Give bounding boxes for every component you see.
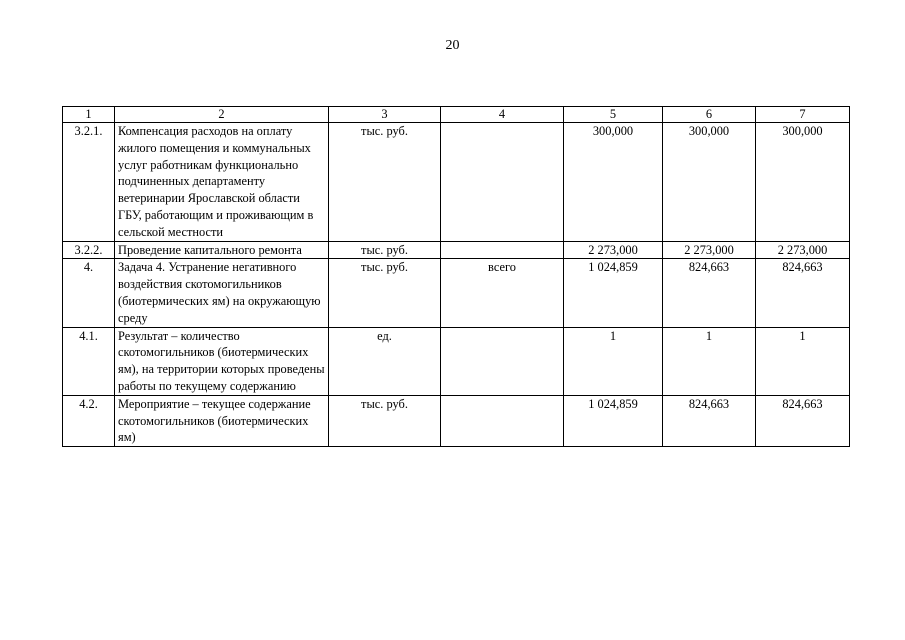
row-number: 4.: [63, 259, 115, 327]
row-source: [441, 395, 564, 446]
row-value-7: 824,663: [756, 395, 850, 446]
row-number: 4.1.: [63, 327, 115, 395]
row-value-6: 1: [663, 327, 756, 395]
table-row: [63, 395, 850, 446]
row-source: [441, 327, 564, 395]
row-unit: тыс. руб.: [329, 395, 441, 446]
page-number: 20: [445, 38, 460, 53]
column-header-2: 2: [115, 107, 329, 123]
column-header-7: 7: [756, 107, 850, 123]
row-unit: тыс. руб.: [329, 241, 441, 259]
row-number: 3.2.2.: [63, 241, 115, 259]
row-value-6: 300,000: [663, 123, 756, 242]
row-source: [441, 123, 564, 242]
row-value-7: 1: [756, 327, 850, 395]
row-name: Результат – количество скотомогильников (биотермических ям), на территории которых проведены работы по текущему содержанию: [115, 327, 329, 395]
row-value-5: 1 024,859: [564, 259, 663, 327]
row-value-7: 2 273,000: [756, 241, 850, 259]
table-row: [63, 327, 850, 395]
column-header-4: 4: [441, 107, 564, 123]
row-value-5: 1: [564, 327, 663, 395]
column-header-3: 3: [329, 107, 441, 123]
row-unit: тыс. руб.: [329, 123, 441, 242]
row-source: всего: [441, 259, 564, 327]
row-value-6: 824,663: [663, 395, 756, 446]
row-name: Проведение капитального ремонта: [115, 241, 329, 259]
row-value-7: 300,000: [756, 123, 850, 242]
column-header-1: 1: [63, 107, 115, 123]
row-value-5: 1 024,859: [564, 395, 663, 446]
column-header-6: 6: [663, 107, 756, 123]
row-source: [441, 241, 564, 259]
row-value-6: 824,663: [663, 259, 756, 327]
row-value-6: 2 273,000: [663, 241, 756, 259]
row-number: 4.2.: [63, 395, 115, 446]
row-name: Задача 4. Устранение негативного воздействия скотомогильников (биотермических ям) на окружающую среду: [115, 259, 329, 327]
row-value-5: 2 273,000: [564, 241, 663, 259]
table-row: [63, 123, 850, 242]
row-name: Мероприятие – текущее содержание скотомогильников (биотермических ям): [115, 395, 329, 446]
column-header-5: 5: [564, 107, 663, 123]
table-row: [63, 259, 850, 327]
row-value-7: 824,663: [756, 259, 850, 327]
table-row: [63, 241, 850, 259]
row-unit: ед.: [329, 327, 441, 395]
table-header-row: [63, 107, 850, 123]
row-unit: тыс. руб.: [329, 259, 441, 327]
row-number: 3.2.1.: [63, 123, 115, 242]
data-table: [62, 106, 850, 447]
row-name: Компенсация расходов на оплату жилого помещения и коммунальных услуг работникам функционально подчиненных департаменту ветеринарии Ярославской области ГБУ, работающим и проживающим в сельской местности: [115, 123, 329, 242]
row-value-5: 300,000: [564, 123, 663, 242]
